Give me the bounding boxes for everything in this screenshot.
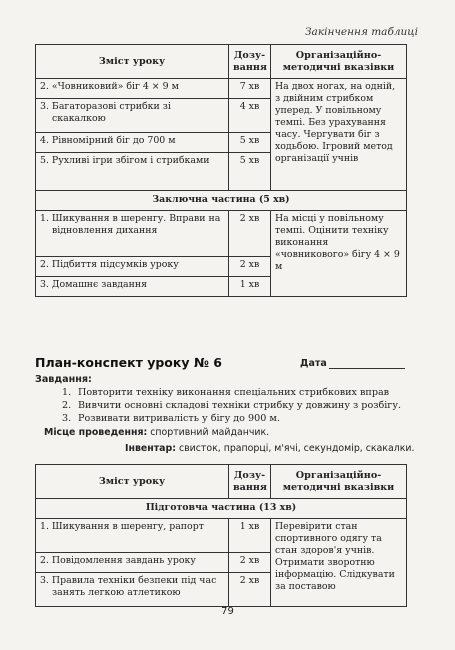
page-number: 79 xyxy=(221,606,234,617)
row-content: 1. Шикування в шеренгу, рапорт xyxy=(36,519,229,553)
inventory-label: Інвентар: xyxy=(125,443,176,454)
table-row xyxy=(36,519,407,553)
row-dosage: 7 хв xyxy=(229,79,271,99)
guidance-cell: На місці у повільному темпі. Оцінити техніку виконання «човникового» бігу 4 × 9 м xyxy=(271,211,407,297)
venue-line xyxy=(44,427,269,438)
table-header-row xyxy=(36,45,407,79)
task-item: 2. Вивчити основні складові техніки стрибку у довжину з розбігу. xyxy=(62,400,402,411)
section-title-final: Заключна частина (5 хв) xyxy=(36,191,407,211)
tasks-heading: Завдання: xyxy=(35,374,92,385)
row-content: 2. Повідомлення завдань уроку xyxy=(36,553,229,573)
row-dosage: 2 хв xyxy=(229,553,271,573)
venue-value: спортивний майданчик. xyxy=(150,427,270,438)
row-content: 3. Правила техніки безпеки під час занять легкою атлетикою xyxy=(36,573,229,607)
table-row xyxy=(36,79,407,99)
row-dosage: 2 хв xyxy=(229,573,271,607)
row-dosage: 4 хв xyxy=(229,99,271,133)
row-content: 2. Підбиття підсумків уроку xyxy=(36,257,229,277)
lesson-plan-title: План-конспект уроку № 6 xyxy=(35,355,222,370)
table-header-row xyxy=(36,465,407,499)
row-content: 2. «Човниковий» біг 4 × 9 м xyxy=(36,79,229,99)
header-content: Зміст уроку xyxy=(36,45,229,79)
header-guidance: Організаційно-методичні вказівки xyxy=(271,465,407,499)
row-content: 1. Шикування в шеренгу. Вправи на відновлення дихання xyxy=(36,211,229,257)
inventory-value: свисток, прапорці, м'ячі, секундомір, скакалки. xyxy=(178,443,415,454)
row-content: 5. Рухливі ігри збігом і стрибками xyxy=(36,153,229,191)
row-dosage: 2 хв xyxy=(229,211,271,257)
task-item: 1. Повторити техніку виконання спеціальних стрибкових вправ xyxy=(62,387,390,398)
row-content: 3. Багаторазові стрибки зі скакалкою xyxy=(36,99,229,133)
venue-label: Місце проведення: xyxy=(44,427,148,438)
row-dosage: 1 хв xyxy=(229,519,271,553)
header-content: Зміст уроку xyxy=(36,465,229,499)
section-title-preparatory: Підготовча частина (13 хв) xyxy=(36,499,407,519)
lesson-table-6 xyxy=(35,464,407,607)
date-blank-line xyxy=(329,368,405,369)
row-dosage: 2 хв xyxy=(229,257,271,277)
row-content: 3. Домашнє завдання xyxy=(36,277,229,297)
lesson-table-continued xyxy=(35,44,407,297)
guidance-cell: На двох ногах, на одній, з двійним стрибком уперед. У повільному темпі. Без урахування часу. Чергувати біг з ходьбою. Ігровий метод організації учнів xyxy=(271,79,407,191)
section-row xyxy=(36,499,407,519)
continuation-note: Закінчення таблиці xyxy=(305,26,418,38)
row-dosage: 1 хв xyxy=(229,277,271,297)
section-row xyxy=(36,191,407,211)
guidance-cell: Перевірити стан спортивного одягу та стан здоров'я учнів. Отримати зворотню інформацію. Слідкувати за поставою xyxy=(271,519,407,607)
table-row xyxy=(36,211,407,257)
row-dosage: 5 хв xyxy=(229,133,271,153)
date-label: Дата xyxy=(300,358,327,369)
inventory-line xyxy=(125,443,414,454)
row-dosage: 5 хв xyxy=(229,153,271,191)
task-item: 3. Розвивати витривалість у бігу до 900 м. xyxy=(62,413,280,424)
row-content: 4. Рівномірний біг до 700 м xyxy=(36,133,229,153)
header-dosage: Дозу-вання xyxy=(229,45,271,79)
header-dosage: Дозу-вання xyxy=(229,465,271,499)
header-guidance: Організаційно-методичні вказівки xyxy=(271,45,407,79)
